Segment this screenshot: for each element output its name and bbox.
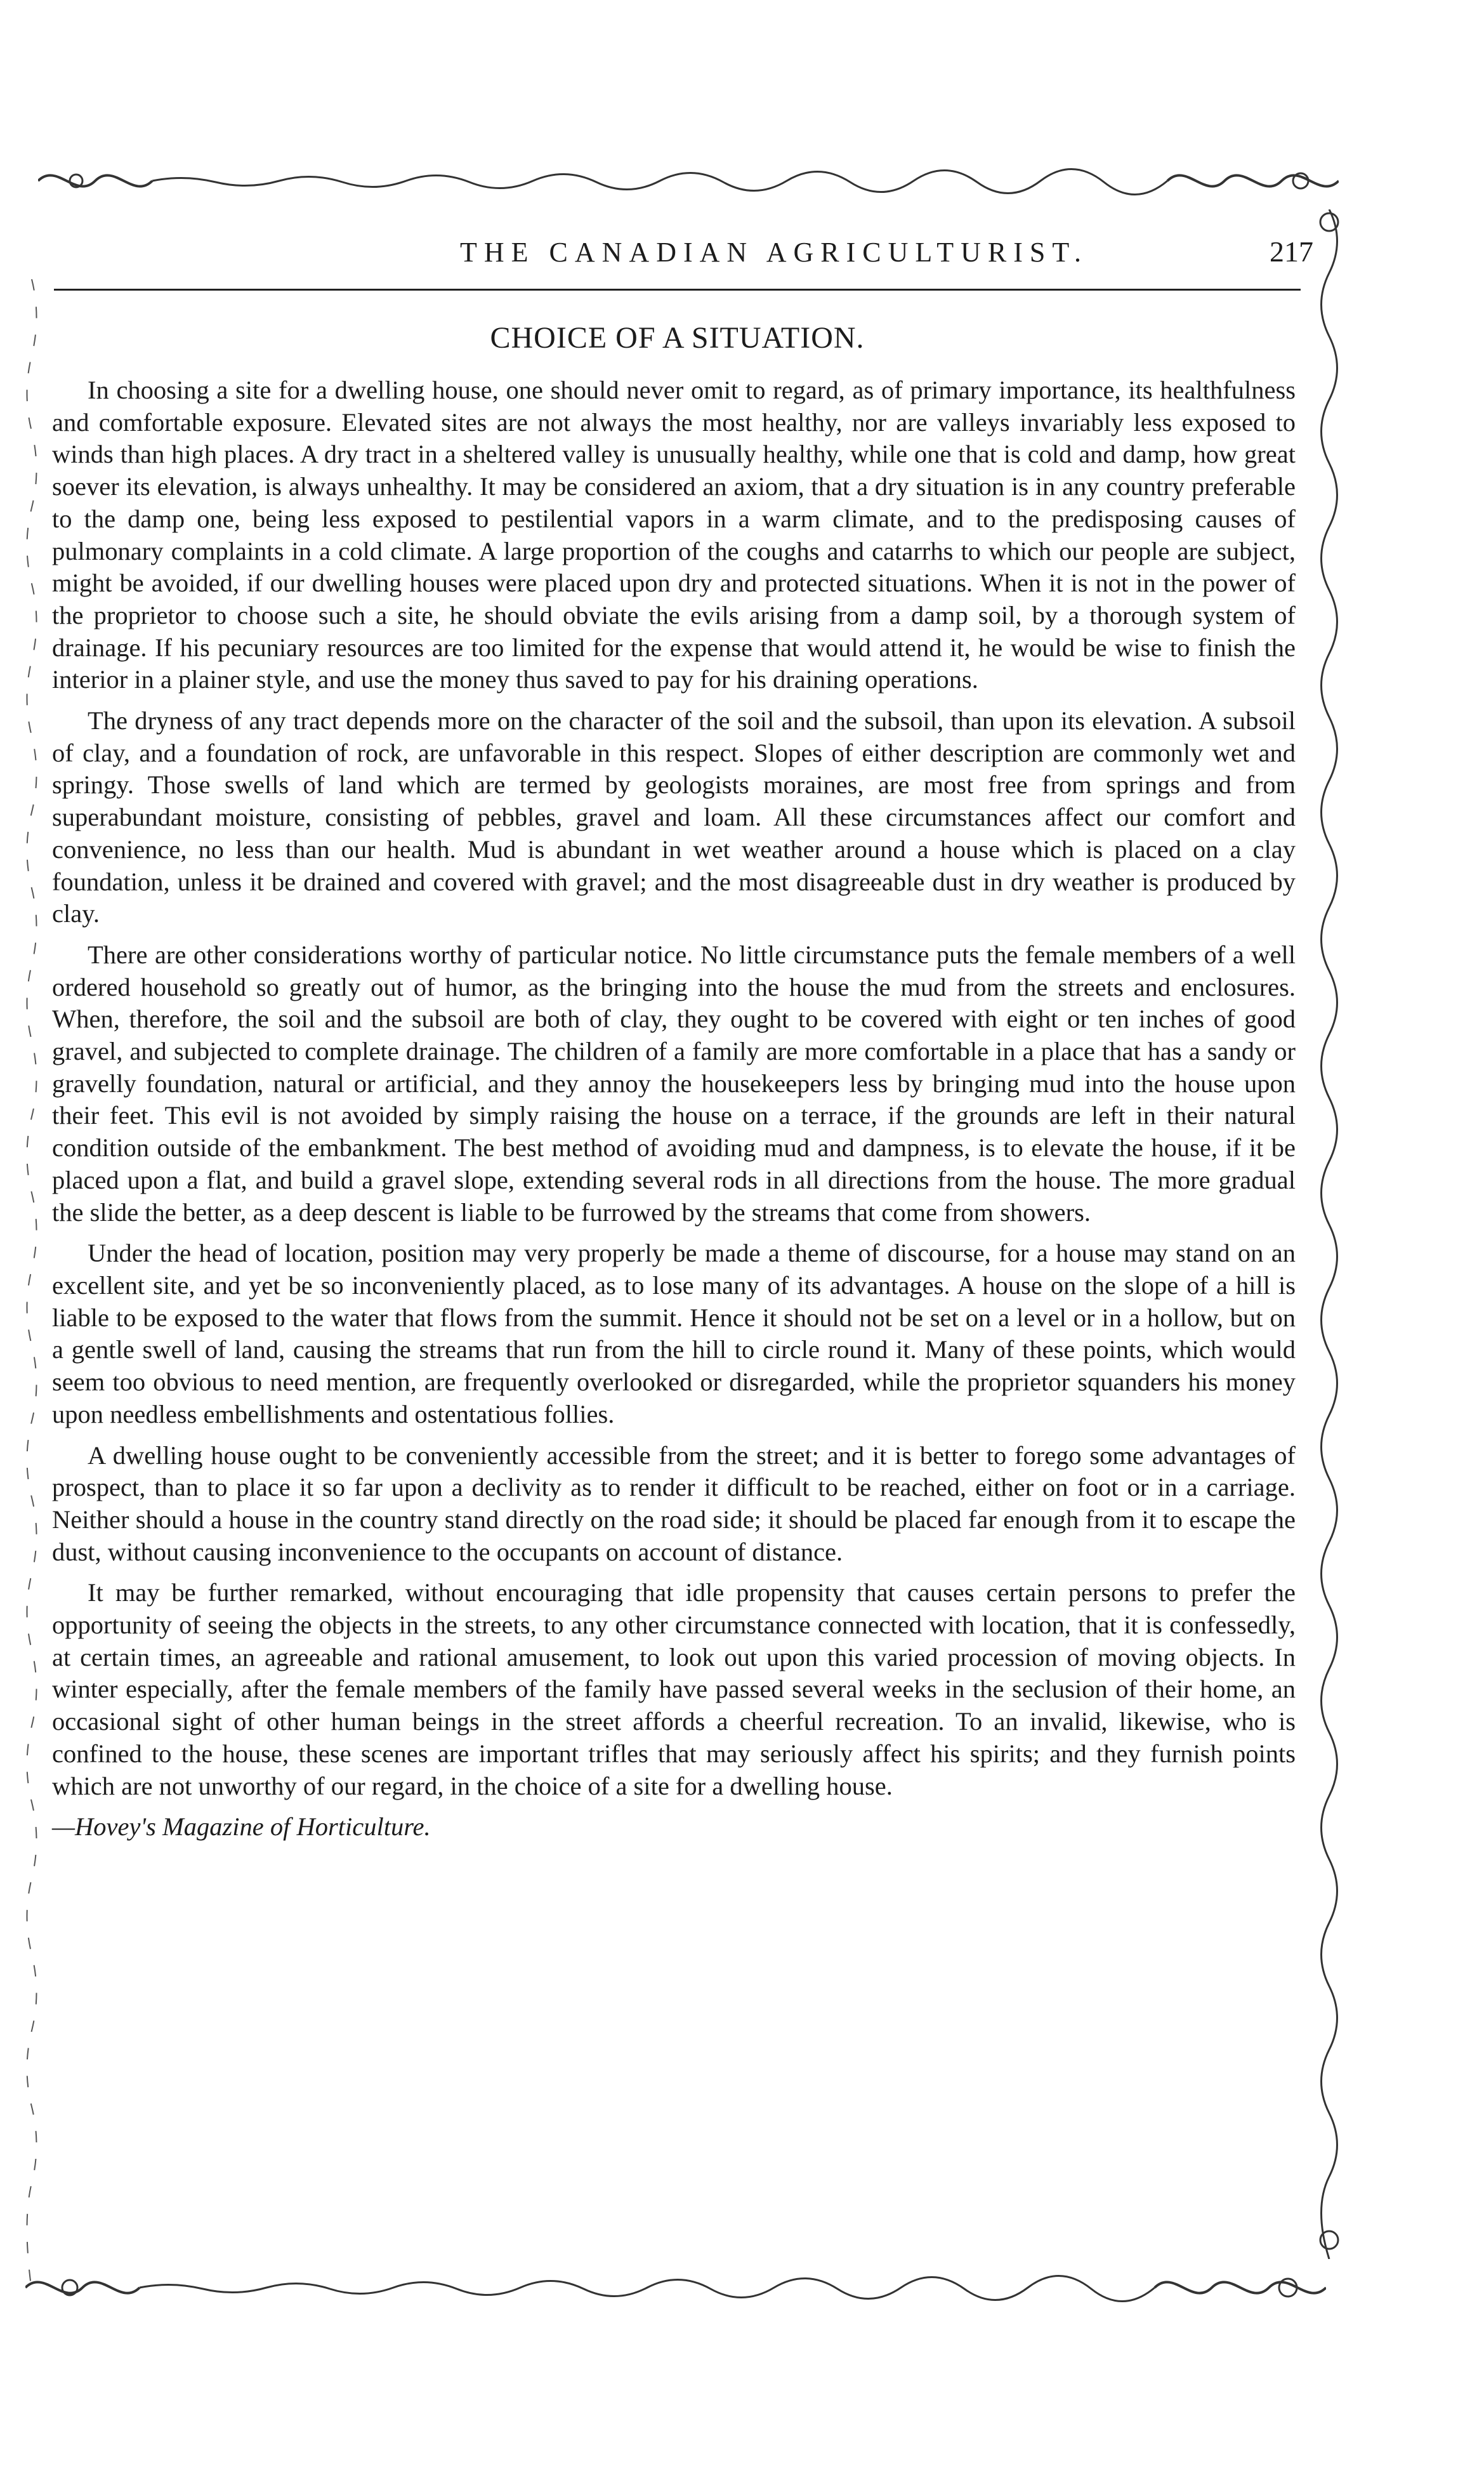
ornamental-border-top bbox=[38, 155, 1339, 206]
paragraph: It may be further remarked, without encouraging that idle propensity that causes certain persons to prefer the opportunity of seeing the objects in the streets, to any other circumstance connected with location, that it is confessedly, at certain times, an agreeable and rational amusement, to look out upon this varied procession of moving objects. In winter especially, after the female members of the family have passed several weeks in the seclusion of their home, an occasional sight of other human beings in the street affords a cheerful recreation. To an invalid, likewise, who is confined to the house, these scenes are important trifles that may seriously affect his spirits; and they furnish points which are not unworthy of our regard, in the choice of a site for a dwelling house. bbox=[52, 1578, 1296, 1800]
running-header bbox=[311, 235, 1313, 273]
ornamental-border-left bbox=[13, 279, 51, 2291]
page-number: 217 bbox=[1270, 235, 1313, 268]
header-rule bbox=[54, 289, 1301, 291]
paragraph: A dwelling house ought to be conveniently accessible from the street; and it is better to forego some advantages of prospect, than to place it so far upon a declivity as to render it difficult to be reached, either on foot or in a carriage. Neither should a house in the country stand directly on the road side; it should be placed far enough from it to escape the dust, without causing inconvenience to the occupants on account of distance. bbox=[52, 1440, 1296, 1566]
paragraph: Under the head of location, position may very properly be made a theme of discourse, for a house may stand on an excellent site, and yet be so inconveniently placed, as to lose many of its advantages. A house on the slope of a hill is liable to be exposed to the water that flows from the summit. Hence it should not be set on a level or in a hollow, but on a gentle swell of land, causing the streams that run from the hill to circle round it. Many of these points, which would seem too obvious to need mention, are frequently overlooked or disregarded, while the proprietor squanders his money upon needless embellishments and ostentatious follies. bbox=[52, 1239, 1296, 1428]
paragraph: The dryness of any tract depends more on the character of the soil and the subsoil, than upon its elevation. A subsoil of clay, and a foundation of rock, are unfavorable in this respect. Slopes of either description are commonly wet and springy. Those swells of land which are termed by geologists moraines, are most free from springs and from superabundant moisture, consisting of pebbles, gravel and loam. All these circumstances affect our comfort and convenience, no less than our health. Mud is abundant in wet weather around a house which is placed on a clay foundation, unless it be drained and covered with gravel; and the most disagreeable dust in dry weather is produced by clay. bbox=[52, 706, 1296, 928]
paragraph: There are other considerations worthy of particular notice. No little circumstance puts the female members of a well ordered household so greatly out of humor, as the bringing into the house the mud from the streets and enclosures. When, therefore, the soil and the subsoil are both of clay, they ought to be covered with eight or ten inches of good gravel, and subjected to complete drainage. The children of a family are more comfortable in a place that has a sandy or gravelly foundation, natural or artificial, and they annoy the housekeepers less by bringing mud into the house upon their feet. This evil is not avoided by simply raising the house on a terrace, if the grounds are left in their natural condition outside of the embankment. The best method of avoiding mud and dampness, is to elevate the house, if it be placed upon a flat, and build a gravel slope, extending several rods in all directions from the house. The more gradual the slide the better, as a deep descent is liable to be furrowed by the streams that come from showers. bbox=[52, 940, 1296, 1227]
running-title: THE CANADIAN AGRICULTURIST. bbox=[460, 237, 1088, 268]
article-body bbox=[52, 374, 1296, 1843]
paragraph: In choosing a site for a dwelling house, one should never omit to regard, as of primary importance, its healthfulness and comfortable exposure. Elevated sites are not always the most healthy, nor are valleys invariably less exposed to winds than high places. A dry tract in a sheltered valley is unusually healthy, while one that is cold and damp, how great soever its elevation, is always unhealthy. It may be considered an axiom, that a dry situation is in any country preferable to the damp one, being less exposed to pestilential vapors in a warm climate, and to the predisposing causes of pulmonary complaints in a cold climate. A large proportion of the coughs and catarrhs to which our people are subject, might be avoided, if our dwelling houses were placed upon dry and protected situations. When it is not in the power of the proprietor to choose such a site, he should obviate the evils arising from a damp soil, by a thorough system of drainage. If his pecuniary resources are too limited for the expense that would attend it, he would be wise to finish the interior in a plainer style, and use the money thus saved to pay for his draining operations. bbox=[52, 376, 1296, 694]
ornamental-border-right bbox=[1301, 209, 1358, 2259]
ornamental-border-bottom bbox=[25, 2259, 1326, 2316]
attribution-text: —Hovey's Magazine of Horticulture. bbox=[52, 1812, 431, 1842]
article-title: CHOICE OF A SITUATION. bbox=[490, 321, 865, 355]
attribution bbox=[52, 1811, 1296, 1843]
